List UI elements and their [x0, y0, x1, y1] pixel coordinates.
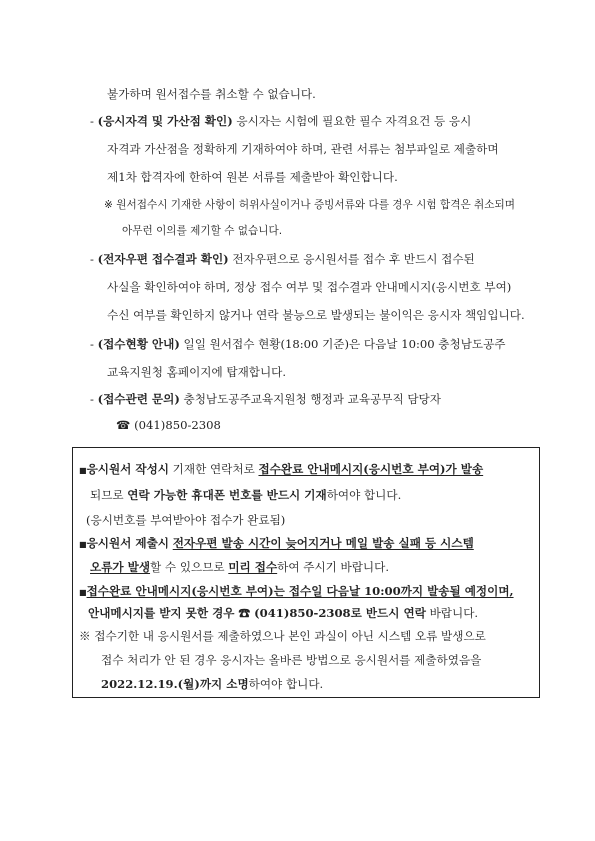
notice-text: 접수기한 내 응시원서를 제출하였으나 본인 과실이 아닌 시스템 오류 발생으로 [94, 629, 486, 643]
note-text: 아무런 이의를 제기할 수 없습니다. [122, 225, 283, 237]
item-text: 일일 원서접수 현황(18:00 기준)은 다음날 10:00 충청남도공주 [179, 337, 506, 351]
notice-lead: 응시원서 작성시 [86, 462, 169, 476]
notice-text: 되므로 [90, 488, 128, 502]
item-title: (응시자격 및 가산점 확인) [97, 114, 233, 128]
note-text: 원서접수시 기재한 사항이 허위사실이거나 증빙서류와 다를 경우 시험 합격은 취소되며 [116, 199, 515, 211]
item-status-info [90, 336, 506, 352]
notice-message [79, 583, 514, 601]
note-false-info [104, 197, 515, 213]
notice-submit [79, 535, 474, 553]
item-title: (접수현황 안내) [97, 337, 180, 351]
item-inquiry [90, 391, 441, 407]
notice-emphasis: 연락 가능한 휴대폰 번호를 반드시 기재 [127, 488, 327, 502]
item-text: 응시자는 시험에 필요한 필수 자격요건 등 응시 [232, 114, 472, 128]
item-text: 자격과 가산점을 정확하게 기재하여야 하며, 관련 서류는 첨부파일로 제출하며 [107, 142, 499, 156]
dash: - [90, 114, 94, 128]
phone-number: (041)850-2308 [134, 418, 221, 432]
bullet-icon: ■ [79, 588, 87, 597]
item-text: 사실을 확인하여야 하며, 정상 접수 여부 및 접수결과 안내메시지(응시번호 부여) [107, 280, 512, 294]
notice-lead: 응시원서 제출시 [86, 536, 169, 550]
item-qualification [90, 113, 471, 129]
note-mark: ※ [104, 199, 113, 211]
note-mark: ※ [79, 629, 91, 643]
item-text: 충청남도공주교육지원청 행정과 교육공무직 담당자 [179, 392, 441, 406]
notice-write-cont [90, 487, 401, 503]
notice-text: 할 수 있으므로 [150, 560, 229, 574]
bullet-icon: ■ [79, 540, 87, 549]
item-text: 교육지원청 홈페이지에 탑재합니다. [107, 365, 287, 379]
notice-text: 기재한 연락처로 [169, 462, 259, 476]
notice-write [79, 461, 483, 479]
item-title: (전자우편 접수결과 확인) [97, 252, 229, 266]
notice-text: (응시번호를 부여받아야 접수가 완료됨) [86, 513, 286, 527]
phone-line [116, 417, 221, 433]
notice-emphasis: 2022.12.19.(월)까지 소명 [101, 677, 249, 691]
notice-system-error-cont [101, 676, 323, 692]
notice-emphasis: 오류가 발생 [90, 560, 151, 574]
item-text: 수신 여부를 확인하지 않거나 연락 불능으로 발생되는 불이익은 응시자 책임입니다. [107, 308, 525, 322]
notice-emphasis: 미리 접수 [228, 560, 278, 574]
notice-text: 바랍니다. [425, 606, 479, 620]
notice-text: 하여야 합니다. [326, 488, 402, 502]
phone-icon: ☎ [116, 418, 131, 432]
dash: - [90, 252, 94, 266]
dash: - [90, 337, 94, 351]
notice-text: 하여야 합니다. [248, 677, 324, 691]
notice-text: 하여 주시기 바랍니다. [277, 560, 390, 574]
notice-emphasis: 안내메시지를 받지 못한 경우 ☎ (041)850-2308로 반드시 연락 [88, 606, 426, 620]
intro-continuation: 불가하며 원서접수를 취소할 수 없습니다. [107, 87, 316, 101]
notice-emphasis: 접수완료 안내메시지(응시번호 부여)는 접수일 다음날 10:00까지 발송될 예정이며, [86, 584, 514, 598]
item-title: (접수관련 문의) [97, 392, 180, 406]
notice-message-cont [88, 605, 478, 621]
bullet-icon: ■ [79, 466, 87, 475]
notice-text: 접수 처리가 안 된 경우 응시자는 올바른 방법으로 응시원서를 제출하였음을 [101, 653, 482, 667]
item-text: 제1차 합격자에 한하여 원본 서류를 제출받아 확인합니다. [107, 170, 398, 184]
notice-emphasis: 전자우편 발송 시간이 늦어지거나 메일 발송 실패 등 시스템 [172, 536, 474, 550]
item-email-confirm [90, 251, 475, 267]
item-text: 전자우편으로 응시원서를 접수 후 반드시 접수된 [228, 252, 475, 266]
dash: - [90, 392, 94, 406]
notice-emphasis: 접수완료 안내메시지(응시번호 부여)가 발송 [258, 462, 484, 476]
notice-submit-cont [90, 559, 389, 575]
notice-system-error [79, 628, 486, 644]
